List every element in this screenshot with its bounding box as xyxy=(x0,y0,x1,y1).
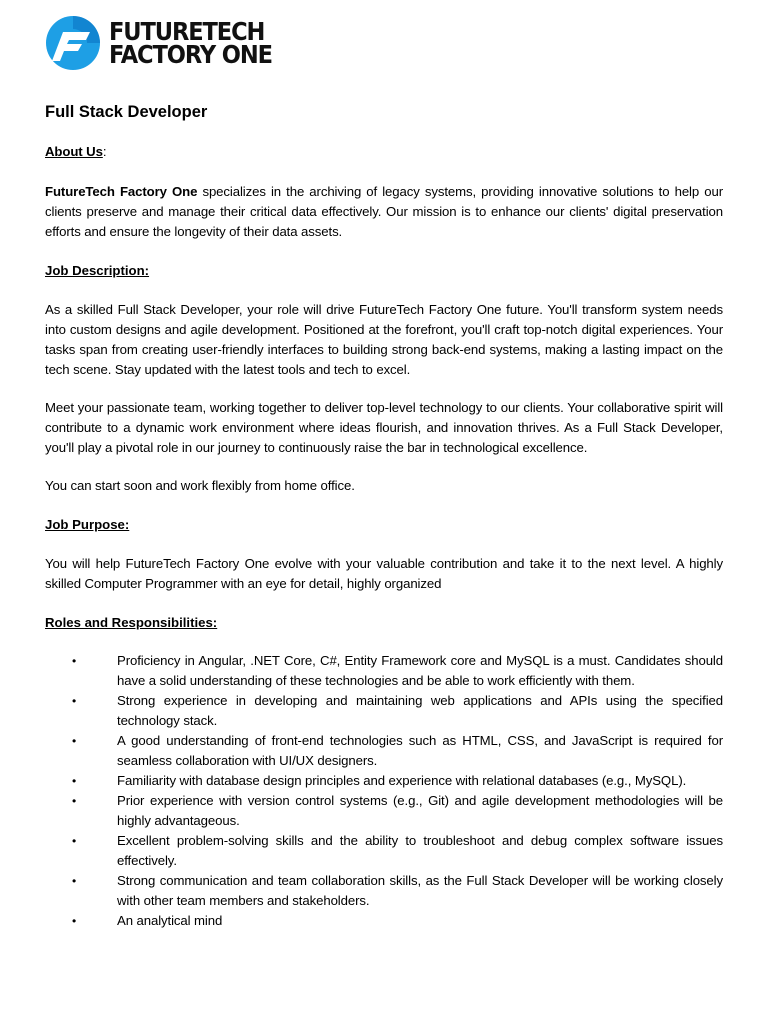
bullet-icon: • xyxy=(72,874,77,888)
bullet-icon: • xyxy=(72,794,77,808)
list-item-text: Prior experience with version control systems (e.g., Git) and agile development methodologies will be highly advantageous. xyxy=(117,793,723,828)
logo-line-2: FACTORY ONE xyxy=(109,40,272,69)
list-item xyxy=(45,651,723,691)
list-item-text: A good understanding of front-end technologies such as HTML, CSS, and JavaScript is required for seamless collaboration with UI/UX designers. xyxy=(117,733,723,768)
list-item xyxy=(45,691,723,731)
bullet-icon: • xyxy=(72,734,77,748)
job-purpose-paragraph: You will help FutureTech Factory One evolve with your valuable contribution and take it to the next level. A highly skilled Computer Programmer with an eye for detail, highly organized xyxy=(45,556,723,591)
about-heading-colon: : xyxy=(102,144,107,159)
job-description-paragraph: As a skilled Full Stack Developer, your role will drive FutureTech Factory One future. You'll transform system needs into custom designs and agile development. Positioned at the forefront, you'll craft top-notch digital experiences. Your tasks span from creating user-friendly interfaces to building strong back-end systems, making a lasting impact on the tech scene. Stay updated with the latest tools and tech to excel. xyxy=(45,302,723,377)
job-description-paragraph: Meet your passionate team, working together to deliver top-level technology to our clients. Your collaborative spirit will contribute to a dynamic work environment where ideas flourish, and innovation thrives. As a Full Stack Developer, you'll play a pivotal role in our journey to continuously raise the bar in technological excellence. xyxy=(45,400,723,455)
job-description-paragraph: You can start soon and work flexibly from home office. xyxy=(45,478,355,493)
bullet-icon: • xyxy=(72,694,77,708)
bullet-icon: • xyxy=(72,914,77,928)
company-logo-wordmark xyxy=(109,17,272,69)
bullet-icon: • xyxy=(72,654,77,668)
list-item-text: Strong experience in developing and maintaining web applications and APIs using the specified technology stack. xyxy=(117,693,723,728)
list-item xyxy=(45,791,723,831)
about-heading: About Us xyxy=(45,144,103,159)
roles-list xyxy=(45,651,723,931)
job-purpose-heading: Job Purpose: xyxy=(45,517,130,532)
list-item xyxy=(45,911,723,931)
list-item-text: Familiarity with database design principles and experience with relational databases (e.g., MySQL). xyxy=(117,773,687,788)
bullet-icon: • xyxy=(72,774,77,788)
job-description-heading: Job Description: xyxy=(45,263,150,278)
futuretech-logo-icon xyxy=(45,15,101,71)
list-item-text: Strong communication and team collaboration skills, as the Full Stack Developer will be working closely with other team members and stakeholders. xyxy=(117,873,723,908)
list-item-text: Proficiency in Angular, .NET Core, C#, Entity Framework core and MySQL is a must. Candidates should have a solid understanding of these technologies and be able to work efficiently with them. xyxy=(117,653,723,688)
document-page xyxy=(45,14,723,931)
company-logo xyxy=(45,14,723,72)
list-item xyxy=(45,771,723,791)
about-heading-line xyxy=(45,142,723,162)
about-body: specializes in the archiving of legacy systems, providing innovative solutions to help our clients preserve and manage their critical data effectively. Our mission is to enhance our clients' digital preservation efforts and ensure the longevity of their data assets. xyxy=(45,184,723,239)
job-title: Full Stack Developer xyxy=(45,103,208,121)
list-item xyxy=(45,731,723,771)
bullet-icon: • xyxy=(72,834,77,848)
roles-heading: Roles and Responsibilities: xyxy=(45,615,218,630)
list-item xyxy=(45,871,723,911)
list-item-text: Excellent problem-solving skills and the ability to troubleshoot and debug complex software issues effectively. xyxy=(117,833,723,868)
company-name: FutureTech Factory One xyxy=(45,184,198,199)
list-item xyxy=(45,831,723,871)
logo-line-1: FUTURETECH xyxy=(109,17,265,46)
list-item-text: An analytical mind xyxy=(117,913,223,928)
about-paragraph xyxy=(45,182,723,242)
